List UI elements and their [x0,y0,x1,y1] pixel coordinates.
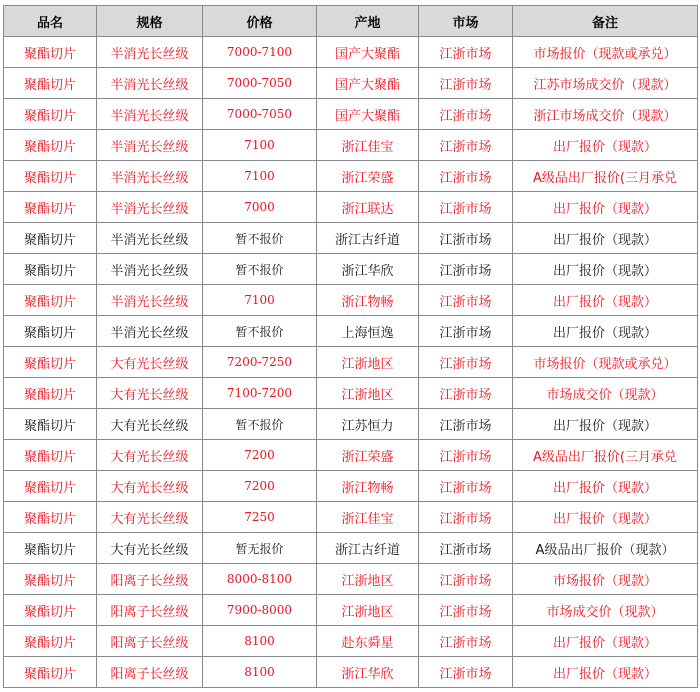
price-cell: 7100 [203,285,317,316]
price-cell: 7000 [203,192,317,223]
header-remark: 备注 [513,6,698,37]
table-row [4,161,698,192]
origin-cell: 浙江古纤道 [317,533,419,564]
spec-cell: 大有光长丝级 [97,533,203,564]
origin-cell: 浙江华欣 [317,657,419,688]
origin-cell: 浙江荣盛 [317,161,419,192]
table-row [4,657,698,688]
price-cell: 8100 [203,626,317,657]
header-origin: 产地 [317,6,419,37]
product-cell: 聚酯切片 [4,316,97,347]
price-cell: 7200 [203,440,317,471]
header-spec: 规格 [97,6,203,37]
table-row [4,68,698,99]
price-cell: 8100 [203,657,317,688]
price-cell: 暂不报价 [203,254,317,285]
price-cell: 7000-7050 [203,99,317,130]
remark-cell: 出厂报价（现款） [513,192,698,223]
origin-cell: 浙江物畅 [317,285,419,316]
market-cell: 江浙市场 [419,533,513,564]
remark-cell: 出厂报价（现款） [513,471,698,502]
remark-cell: 出厂报价（现款） [513,285,698,316]
price-table [3,5,698,688]
table-row [4,409,698,440]
spec-cell: 大有光长丝级 [97,502,203,533]
origin-cell: 江浙地区 [317,595,419,626]
market-cell: 江浙市场 [419,161,513,192]
product-cell: 聚酯切片 [4,471,97,502]
origin-cell: 上海恒逸 [317,316,419,347]
origin-cell: 浙江联达 [317,192,419,223]
product-cell: 聚酯切片 [4,440,97,471]
price-cell: 7900-8000 [203,595,317,626]
origin-cell: 国产大聚酯 [317,37,419,68]
remark-cell: 出厂报价（现款） [513,502,698,533]
spec-cell: 半消光长丝级 [97,192,203,223]
market-cell: 江浙市场 [419,657,513,688]
header-row [4,6,698,37]
market-cell: 江浙市场 [419,192,513,223]
product-cell: 聚酯切片 [4,502,97,533]
origin-cell: 浙江荣盛 [317,440,419,471]
remark-cell: A级品出厂报价(三月承兑 [513,440,698,471]
spec-cell: 半消光长丝级 [97,316,203,347]
spec-cell: 半消光长丝级 [97,223,203,254]
product-cell: 聚酯切片 [4,564,97,595]
remark-cell: 出厂报价（现款） [513,409,698,440]
spec-cell: 半消光长丝级 [97,68,203,99]
origin-cell: 江浙地区 [317,378,419,409]
spec-cell: 阳离子长丝级 [97,657,203,688]
table-row [4,533,698,564]
table-row [4,37,698,68]
price-cell: 暂无报价 [203,533,317,564]
price-cell: 暂不报价 [203,223,317,254]
spec-cell: 大有光长丝级 [97,409,203,440]
spec-cell: 阳离子长丝级 [97,595,203,626]
product-cell: 聚酯切片 [4,347,97,378]
product-cell: 聚酯切片 [4,130,97,161]
table-row [4,130,698,161]
product-cell: 聚酯切片 [4,192,97,223]
market-cell: 江浙市场 [419,626,513,657]
table-body [4,37,698,688]
origin-cell: 国产大聚酯 [317,68,419,99]
market-cell: 江浙市场 [419,378,513,409]
product-cell: 聚酯切片 [4,161,97,192]
origin-cell: 国产大聚酯 [317,99,419,130]
origin-cell: 浙江华欣 [317,254,419,285]
table-row [4,254,698,285]
header-product: 品名 [4,6,97,37]
product-cell: 聚酯切片 [4,378,97,409]
table-row [4,378,698,409]
remark-cell: 市场成交价（现款） [513,378,698,409]
price-cell: 7200 [203,471,317,502]
spec-cell: 半消光长丝级 [97,161,203,192]
spec-cell: 半消光长丝级 [97,37,203,68]
origin-cell: 浙江佳宝 [317,130,419,161]
remark-cell: 出厂报价（现款） [513,130,698,161]
origin-cell: 浙江物畅 [317,471,419,502]
spec-cell: 半消光长丝级 [97,99,203,130]
origin-cell: 江浙地区 [317,347,419,378]
spec-cell: 大有光长丝级 [97,471,203,502]
spec-cell: 阳离子长丝级 [97,626,203,657]
remark-cell: A级品出厂报价(三月承兑 [513,161,698,192]
spec-cell: 阳离子长丝级 [97,564,203,595]
origin-cell: 浙江古纤道 [317,223,419,254]
remark-cell: 市场报价（现款） [513,564,698,595]
remark-cell: 出厂报价（现款） [513,223,698,254]
product-cell: 聚酯切片 [4,37,97,68]
spec-cell: 半消光长丝级 [97,254,203,285]
market-cell: 江浙市场 [419,316,513,347]
table-row [4,595,698,626]
table-row [4,99,698,130]
price-cell: 7000-7050 [203,68,317,99]
market-cell: 江浙市场 [419,285,513,316]
remark-cell: 市场成交价（现款） [513,595,698,626]
table-row [4,192,698,223]
product-cell: 聚酯切片 [4,254,97,285]
remark-cell: 出厂报价（现款） [513,316,698,347]
product-cell: 聚酯切片 [4,285,97,316]
table-row [4,471,698,502]
origin-cell: 江浙地区 [317,564,419,595]
market-cell: 江浙市场 [419,254,513,285]
market-cell: 江浙市场 [419,471,513,502]
market-cell: 江浙市场 [419,130,513,161]
market-cell: 江浙市场 [419,223,513,254]
spec-cell: 半消光长丝级 [97,130,203,161]
market-cell: 江浙市场 [419,502,513,533]
product-cell: 聚酯切片 [4,68,97,99]
remark-cell: 市场报价（现款或承兑） [513,347,698,378]
origin-cell: 江苏恒力 [317,409,419,440]
remark-cell: 浙江市场成交价（现款） [513,99,698,130]
product-cell: 聚酯切片 [4,657,97,688]
price-cell: 暂不报价 [203,409,317,440]
price-cell: 暂不报价 [203,316,317,347]
table-row [4,223,698,254]
spec-cell: 大有光长丝级 [97,440,203,471]
market-cell: 江浙市场 [419,595,513,626]
market-cell: 江浙市场 [419,440,513,471]
price-cell: 8000-8100 [203,564,317,595]
spec-cell: 大有光长丝级 [97,347,203,378]
market-cell: 江浙市场 [419,68,513,99]
market-cell: 江浙市场 [419,409,513,440]
remark-cell: 江苏市场成交价（现款） [513,68,698,99]
market-cell: 江浙市场 [419,99,513,130]
market-cell: 江浙市场 [419,37,513,68]
product-cell: 聚酯切片 [4,99,97,130]
product-cell: 聚酯切片 [4,595,97,626]
table-row [4,564,698,595]
product-cell: 聚酯切片 [4,409,97,440]
market-cell: 江浙市场 [419,347,513,378]
table-row [4,502,698,533]
price-cell: 7100 [203,130,317,161]
remark-cell: A级品出厂报价（现款） [513,533,698,564]
price-cell: 7250 [203,502,317,533]
header-market: 市场 [419,6,513,37]
price-cell: 7100 [203,161,317,192]
remark-cell: 出厂报价（现款） [513,626,698,657]
product-cell: 聚酯切片 [4,626,97,657]
price-cell: 7100-7200 [203,378,317,409]
remark-cell: 出厂报价（现款） [513,254,698,285]
header-price: 价格 [203,6,317,37]
origin-cell: 浙江佳宝 [317,502,419,533]
table-row [4,626,698,657]
price-cell: 7200-7250 [203,347,317,378]
spec-cell: 半消光长丝级 [97,285,203,316]
table-row [4,285,698,316]
table-row [4,347,698,378]
spec-cell: 大有光长丝级 [97,378,203,409]
origin-cell: 赴东舜星 [317,626,419,657]
price-cell: 7000-7100 [203,37,317,68]
product-cell: 聚酯切片 [4,533,97,564]
table-row [4,316,698,347]
remark-cell: 出厂报价（现款） [513,657,698,688]
table-row [4,440,698,471]
remark-cell: 市场报价（现款或承兑） [513,37,698,68]
product-cell: 聚酯切片 [4,223,97,254]
market-cell: 江浙市场 [419,564,513,595]
